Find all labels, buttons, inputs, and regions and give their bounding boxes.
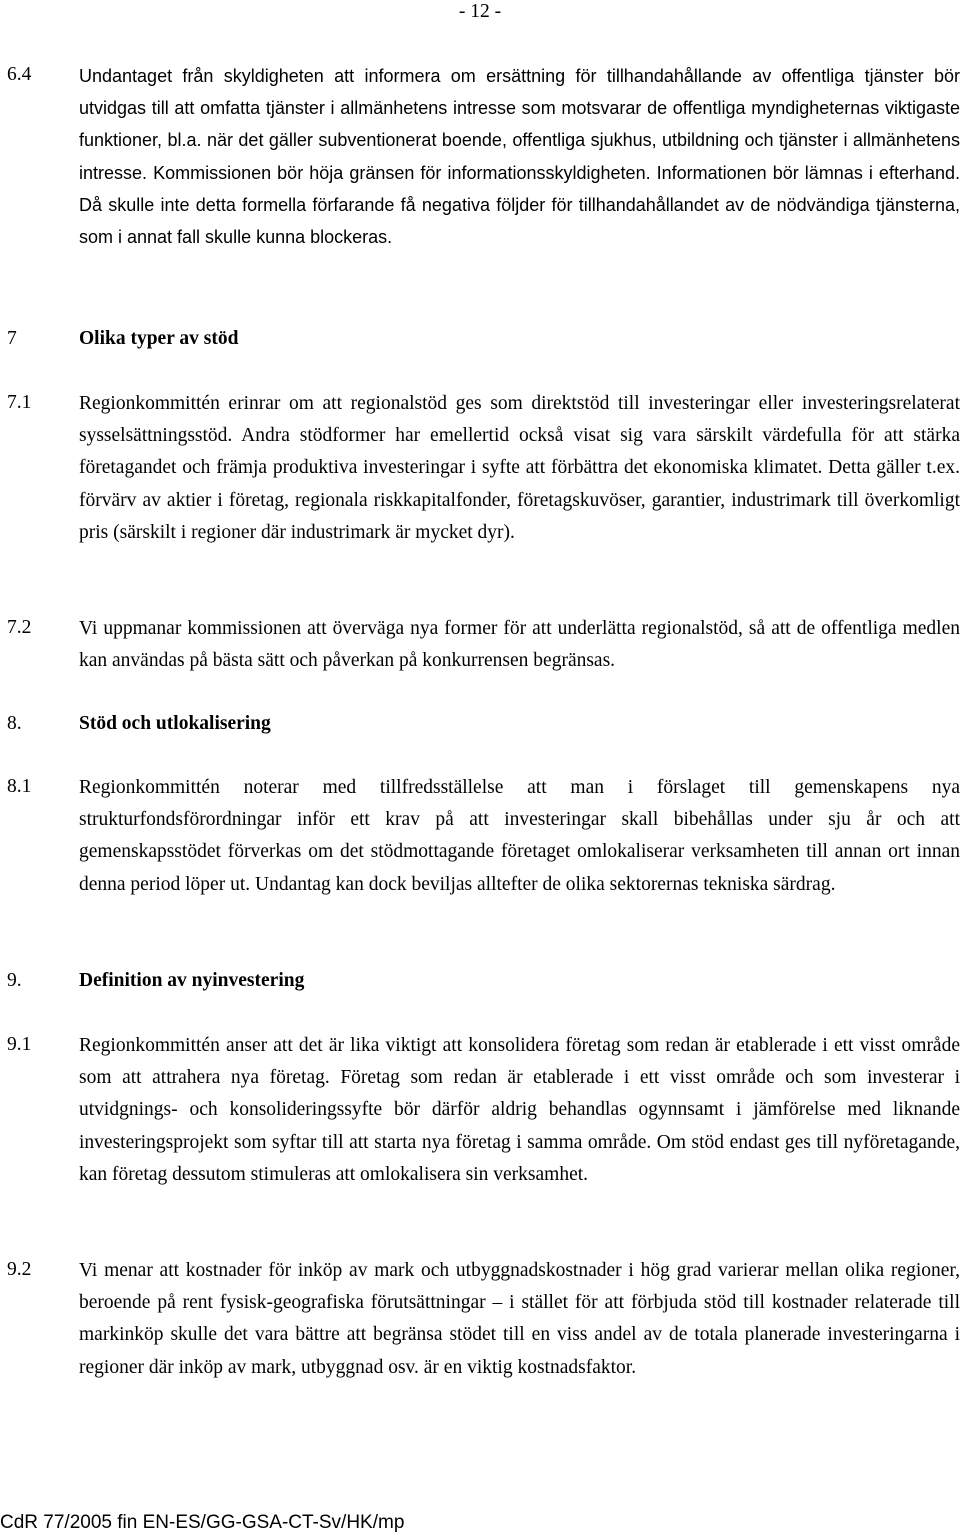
section-title: Definition av nyinvestering bbox=[79, 970, 305, 991]
paragraph-text: Undantaget från skyldigheten att informera om ersättning för tillhandahållande av offentliga tjänster bör utvidgas till att omfatta tjänster i allmänhetens intresse som motsvarar de offentliga myndigheternas viktigaste funktioner, bl.a. när det gäller subventionerat boende, offentliga sjukhus, utbildning och tjänster i allmänhetens intresse. Kommissionen bör höja gränsen för informationsskyldigheten. Informationen bör lämnas i efterhand. Då skulle inte detta formella förfarande få negativa följder för tillhandahållandet av de nödvändiga tjänsterna, som i annat fall skulle kunna blockeras. bbox=[79, 66, 960, 248]
paragraph-text: Regionkommittén erinrar om att regionalstöd ges som direktstöd till investeringar eller investeringsrelaterat sysselsättningsstöd. Andra stödformer har emellertid också visat sig vara särskilt värdefulla för att stärka företagandet och främja produktiva investeringar i syfte att förbättra det ekonomiska klimatet. Detta gäller t.ex. förvärv av aktier i företag, regionala riskkapitalfonder, företagskuvöser, garantier, industrimark till överkomligt pris (särskilt i regioner där industrimark är mycket dyr). bbox=[79, 393, 960, 543]
paragraph-number: 8.1 bbox=[7, 776, 32, 797]
paragraph-number: 7.1 bbox=[7, 392, 32, 413]
section-number: 9. bbox=[7, 970, 22, 991]
paragraph-text: Vi menar att kostnader för inköp av mark och utbyggnadskostnader i hög grad varierar mellan olika regioner, beroende på rent fysisk-geografiska förutsättningar – i stället för att förbjuda stöd till kostnader relaterade till markinköp skulle det vara bättre att begränsa stödet till en viss andel av de totala planerade investeringarna i regioner där inköp av mark, utbyggnad osv. är en viktig kostnadsfaktor. bbox=[79, 1260, 960, 1378]
section-title: Stöd och utlokalisering bbox=[79, 713, 271, 734]
paragraph-number: 9.2 bbox=[7, 1259, 32, 1280]
page-number: - 12 - bbox=[458, 1, 502, 22]
paragraph-text: Regionkommittén anser att det är lika viktigt att konsolidera företag som redan är etablerade i ett visst område som att attrahera nya företag. Företag som redan är etablerade i ett visst område och som investerar i utvidgnings- och konsolideringssyfte bör därför aldrig behandlas ogynnsamt i jämförelse med liknande investeringsprojekt som syftar till att starta nya företag i samma område. Om stöd endast ges till nyföretagande, kan företag dessutom stimuleras att omlokalisera sin verksamhet. bbox=[79, 1035, 960, 1185]
section-number: 8. bbox=[7, 713, 22, 734]
section-title: Olika typer av stöd bbox=[79, 328, 239, 349]
paragraph-text: Regionkommittén noterar med tillfredsställelse att man i förslaget till gemenskapens nya strukturfondsförordningar inför ett krav på att investeringar skall bibehållas under sju år och att gemenskapsstödet förverkas om det stödmottagande företaget omlokaliserar verksamheten till annan ort innan denna period löper ut. Undantag kan dock beviljas alltefter de olika sektorernas tekniska särdrag. bbox=[79, 777, 960, 895]
document-reference-footer: CdR 77/2005 fin EN-ES/GG-GSA-CT-Sv/HK/mp bbox=[0, 1512, 405, 1533]
section-number: 7 bbox=[7, 328, 17, 349]
paragraph-text: Vi uppmanar kommissionen att överväga nya former för att underlätta regionalstöd, så att de offentliga medlen kan användas på bästa sätt och påverkan på konkurrensen begränsas. bbox=[79, 618, 960, 672]
paragraph-number: 6.4 bbox=[7, 64, 32, 85]
paragraph-number: 7.2 bbox=[7, 617, 32, 638]
paragraph-number: 9.1 bbox=[7, 1034, 32, 1055]
